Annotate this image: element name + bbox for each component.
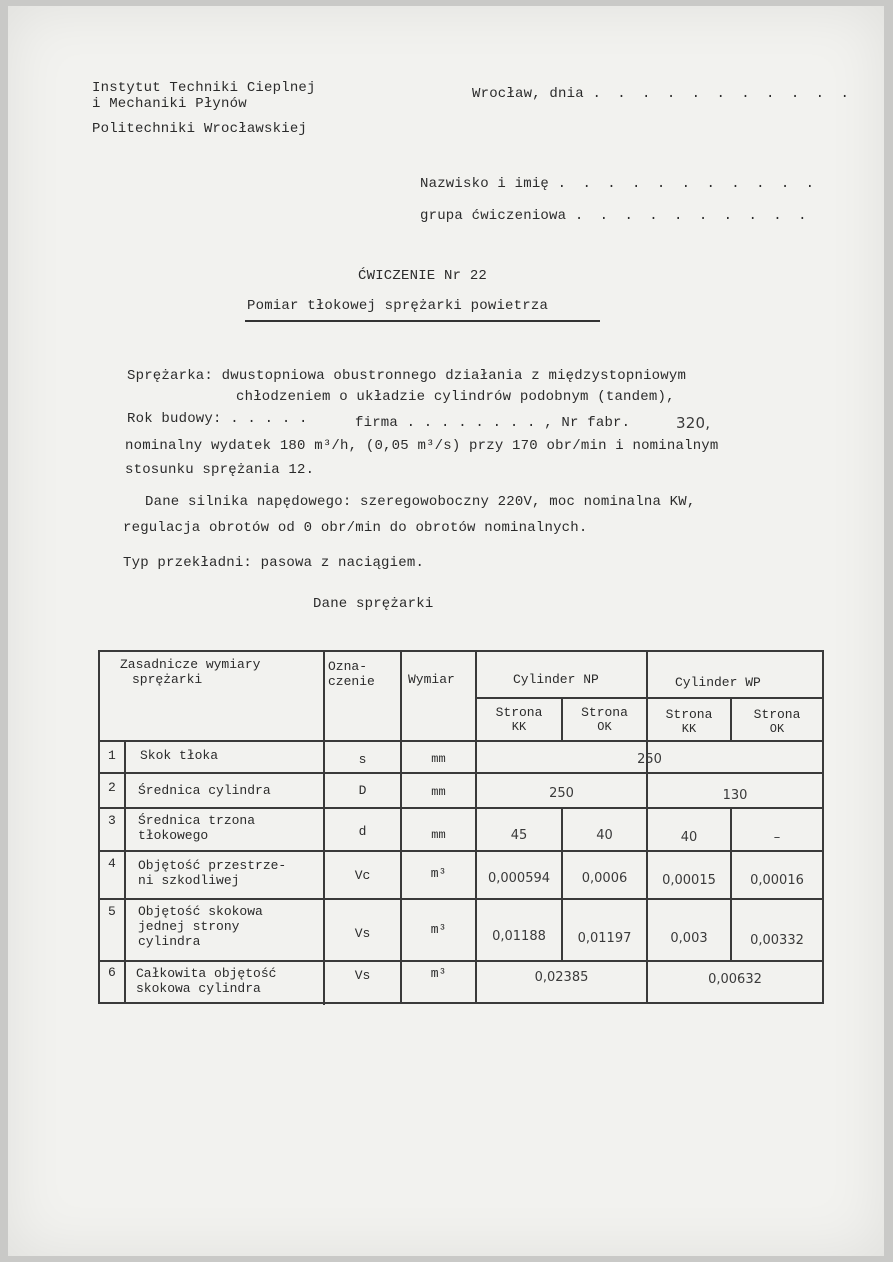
table-rule [98, 960, 824, 962]
body-line-6: Dane silnika napędowego: szeregowoboczny 220V, moc nominalna KW, [145, 494, 696, 510]
sub-label: Strona [665, 707, 713, 722]
row-value-wp-ok: – [773, 830, 781, 845]
row-value-wp: 130 [722, 788, 748, 803]
table-rule [98, 650, 824, 652]
row-name-line: Średnica trzona [138, 813, 256, 828]
row-value-wp-kk: 0,003 [670, 931, 708, 946]
sub-wp-kk [648, 707, 730, 737]
name-field [420, 176, 818, 192]
body-line-2: chłodzeniem o układzie cylindrów podobnym (tandem), [236, 389, 675, 405]
header-symbol-line: czenie [328, 674, 375, 689]
table-rule [98, 772, 824, 774]
row-number: 4 [108, 856, 116, 871]
row-name-line: tłokowego [138, 828, 209, 843]
row-name-line: cylindra [138, 934, 201, 949]
document-page [8, 6, 884, 1256]
exercise-number: ĆWICZENIE Nr 22 [358, 268, 488, 284]
place-date-dots: . . . . . . . . . . . [592, 86, 853, 102]
name-label: Nazwisko i imię [420, 176, 550, 192]
header-cylinder-np: Cylinder NP [513, 672, 599, 687]
body-line-3a: Rok budowy: . . . . . [127, 411, 308, 427]
row-unit: m³ [430, 866, 447, 881]
row-unit: mm [431, 785, 446, 799]
row-name [138, 813, 255, 843]
row-value-np-ok: 0,01197 [577, 931, 632, 946]
place-date-text: Wrocław, dnia [472, 86, 584, 102]
row-value-np: 250 [549, 786, 574, 801]
header-symbol-line: Ozna- [328, 659, 368, 674]
row-value-wp-ok: 0,00016 [750, 873, 804, 888]
table-rule [98, 898, 824, 900]
row-name: Średnica cylindra [138, 783, 271, 798]
row-number: 6 [108, 965, 116, 980]
row-name-line: Objętość skokowa [138, 904, 263, 919]
table-rule [475, 697, 824, 699]
body-line-8: Typ przekładni: pasowa z naciągiem. [123, 555, 425, 571]
group-field [420, 208, 810, 224]
row-unit: m³ [430, 966, 447, 981]
row-value-np-ok: 0,0006 [581, 871, 628, 886]
institute-line-3: Politechniki Wrocławskiej [92, 121, 308, 137]
row-symbol: d [358, 824, 367, 839]
sub-label: KK [511, 720, 527, 734]
row-value-wp-kk: 40 [680, 830, 698, 845]
body-line-4: nominalny wydatek 180 m³/h, (0,05 m³/s) przy 170 obr/min i nominalnym [125, 438, 719, 454]
row-name-line: ni szkodliwej [138, 873, 240, 888]
header-dimensions-line: Zasadnicze wymiary [120, 657, 261, 672]
body-line-5: stosunku sprężania 12. [125, 462, 315, 478]
body-line-1: Sprężarka: dwustopniowa obustronnego działania z międzystopniowym [127, 368, 687, 384]
table-rule [475, 650, 477, 1002]
body-line-7: regulacja obrotów od 0 obr/min do obrotów nominalnych. [123, 520, 588, 536]
header-cylinder-wp: Cylinder WP [675, 675, 761, 690]
row-value-np-kk: 0,01188 [492, 929, 546, 944]
row-name-line: Całkowita objętość [136, 966, 277, 981]
table-rule [646, 772, 648, 1004]
name-dots: . . . . . . . . . . . [557, 176, 819, 192]
row-name-line: jednej strony [138, 919, 240, 934]
sub-np-ok [563, 705, 646, 735]
row-name [136, 966, 276, 996]
row-symbol: D [358, 783, 367, 798]
table-rule [98, 740, 824, 742]
header-symbol [328, 659, 375, 689]
row-value-wp-ok: 0,00332 [750, 933, 804, 948]
row-symbol: Vc [354, 868, 371, 883]
header-dimensions [120, 657, 260, 687]
sub-np-kk [477, 705, 561, 735]
group-label: grupa ćwiczeniowa [420, 208, 567, 224]
table-rule [822, 650, 824, 1002]
row-symbol: Vs [354, 968, 371, 983]
sub-label: KK [681, 722, 697, 736]
row-number: 5 [108, 904, 116, 919]
row-value-np-kk: 0,000594 [487, 871, 551, 886]
title-underline [245, 320, 600, 322]
row-name: Skok tłoka [140, 748, 219, 763]
sub-label: Strona [753, 707, 801, 722]
row-value-wp: 0,00632 [708, 972, 762, 987]
row-unit: mm [431, 752, 446, 766]
row-value-np-ok: 40 [596, 828, 613, 843]
row-name [138, 904, 263, 949]
row-symbol: Vs [354, 926, 371, 941]
row-value-merged: 250 [637, 752, 662, 767]
row-number: 2 [108, 780, 116, 795]
place-date-label [472, 86, 853, 102]
exercise-title: Pomiar tłokowej sprężarki powietrza [247, 298, 549, 314]
table-caption: Dane sprężarki [313, 596, 434, 612]
row-value-np: 0,02385 [534, 970, 589, 985]
table-rule [400, 650, 402, 1002]
sub-label: OK [769, 722, 785, 736]
table-rule [124, 740, 126, 1002]
group-dots: . . . . . . . . . . [574, 208, 811, 224]
row-value-np-kk: 45 [510, 828, 528, 843]
table-rule [98, 1002, 824, 1004]
row-name-line: Objętość przestrze- [138, 858, 287, 873]
row-symbol: s [358, 752, 367, 767]
institute-line-2: i Mechaniki Płynów [92, 96, 247, 112]
institute-line-1: Instytut Techniki Cieplnej [92, 80, 316, 96]
row-unit: mm [431, 828, 446, 842]
table-rule [98, 807, 824, 809]
body-line-3b: firma . . . . . . . . , Nr fabr. [355, 415, 631, 431]
table-rule [98, 850, 824, 852]
sub-label: Strona [495, 705, 543, 720]
table-rule [98, 650, 100, 1002]
row-number: 1 [108, 748, 116, 763]
row-number: 3 [108, 813, 116, 828]
row-name [138, 858, 286, 888]
row-value-wp-kk: 0,00015 [662, 873, 716, 888]
row-name-line: skokowa cylindra [136, 981, 261, 996]
sub-wp-ok [732, 707, 822, 737]
body-line-3-number: 320, [676, 414, 711, 432]
header-unit: Wymiar [408, 672, 455, 687]
sub-label: OK [597, 720, 612, 734]
sub-label: Strona [581, 705, 628, 720]
header-dimensions-line: sprężarki [132, 672, 203, 687]
row-unit: m³ [430, 922, 447, 937]
